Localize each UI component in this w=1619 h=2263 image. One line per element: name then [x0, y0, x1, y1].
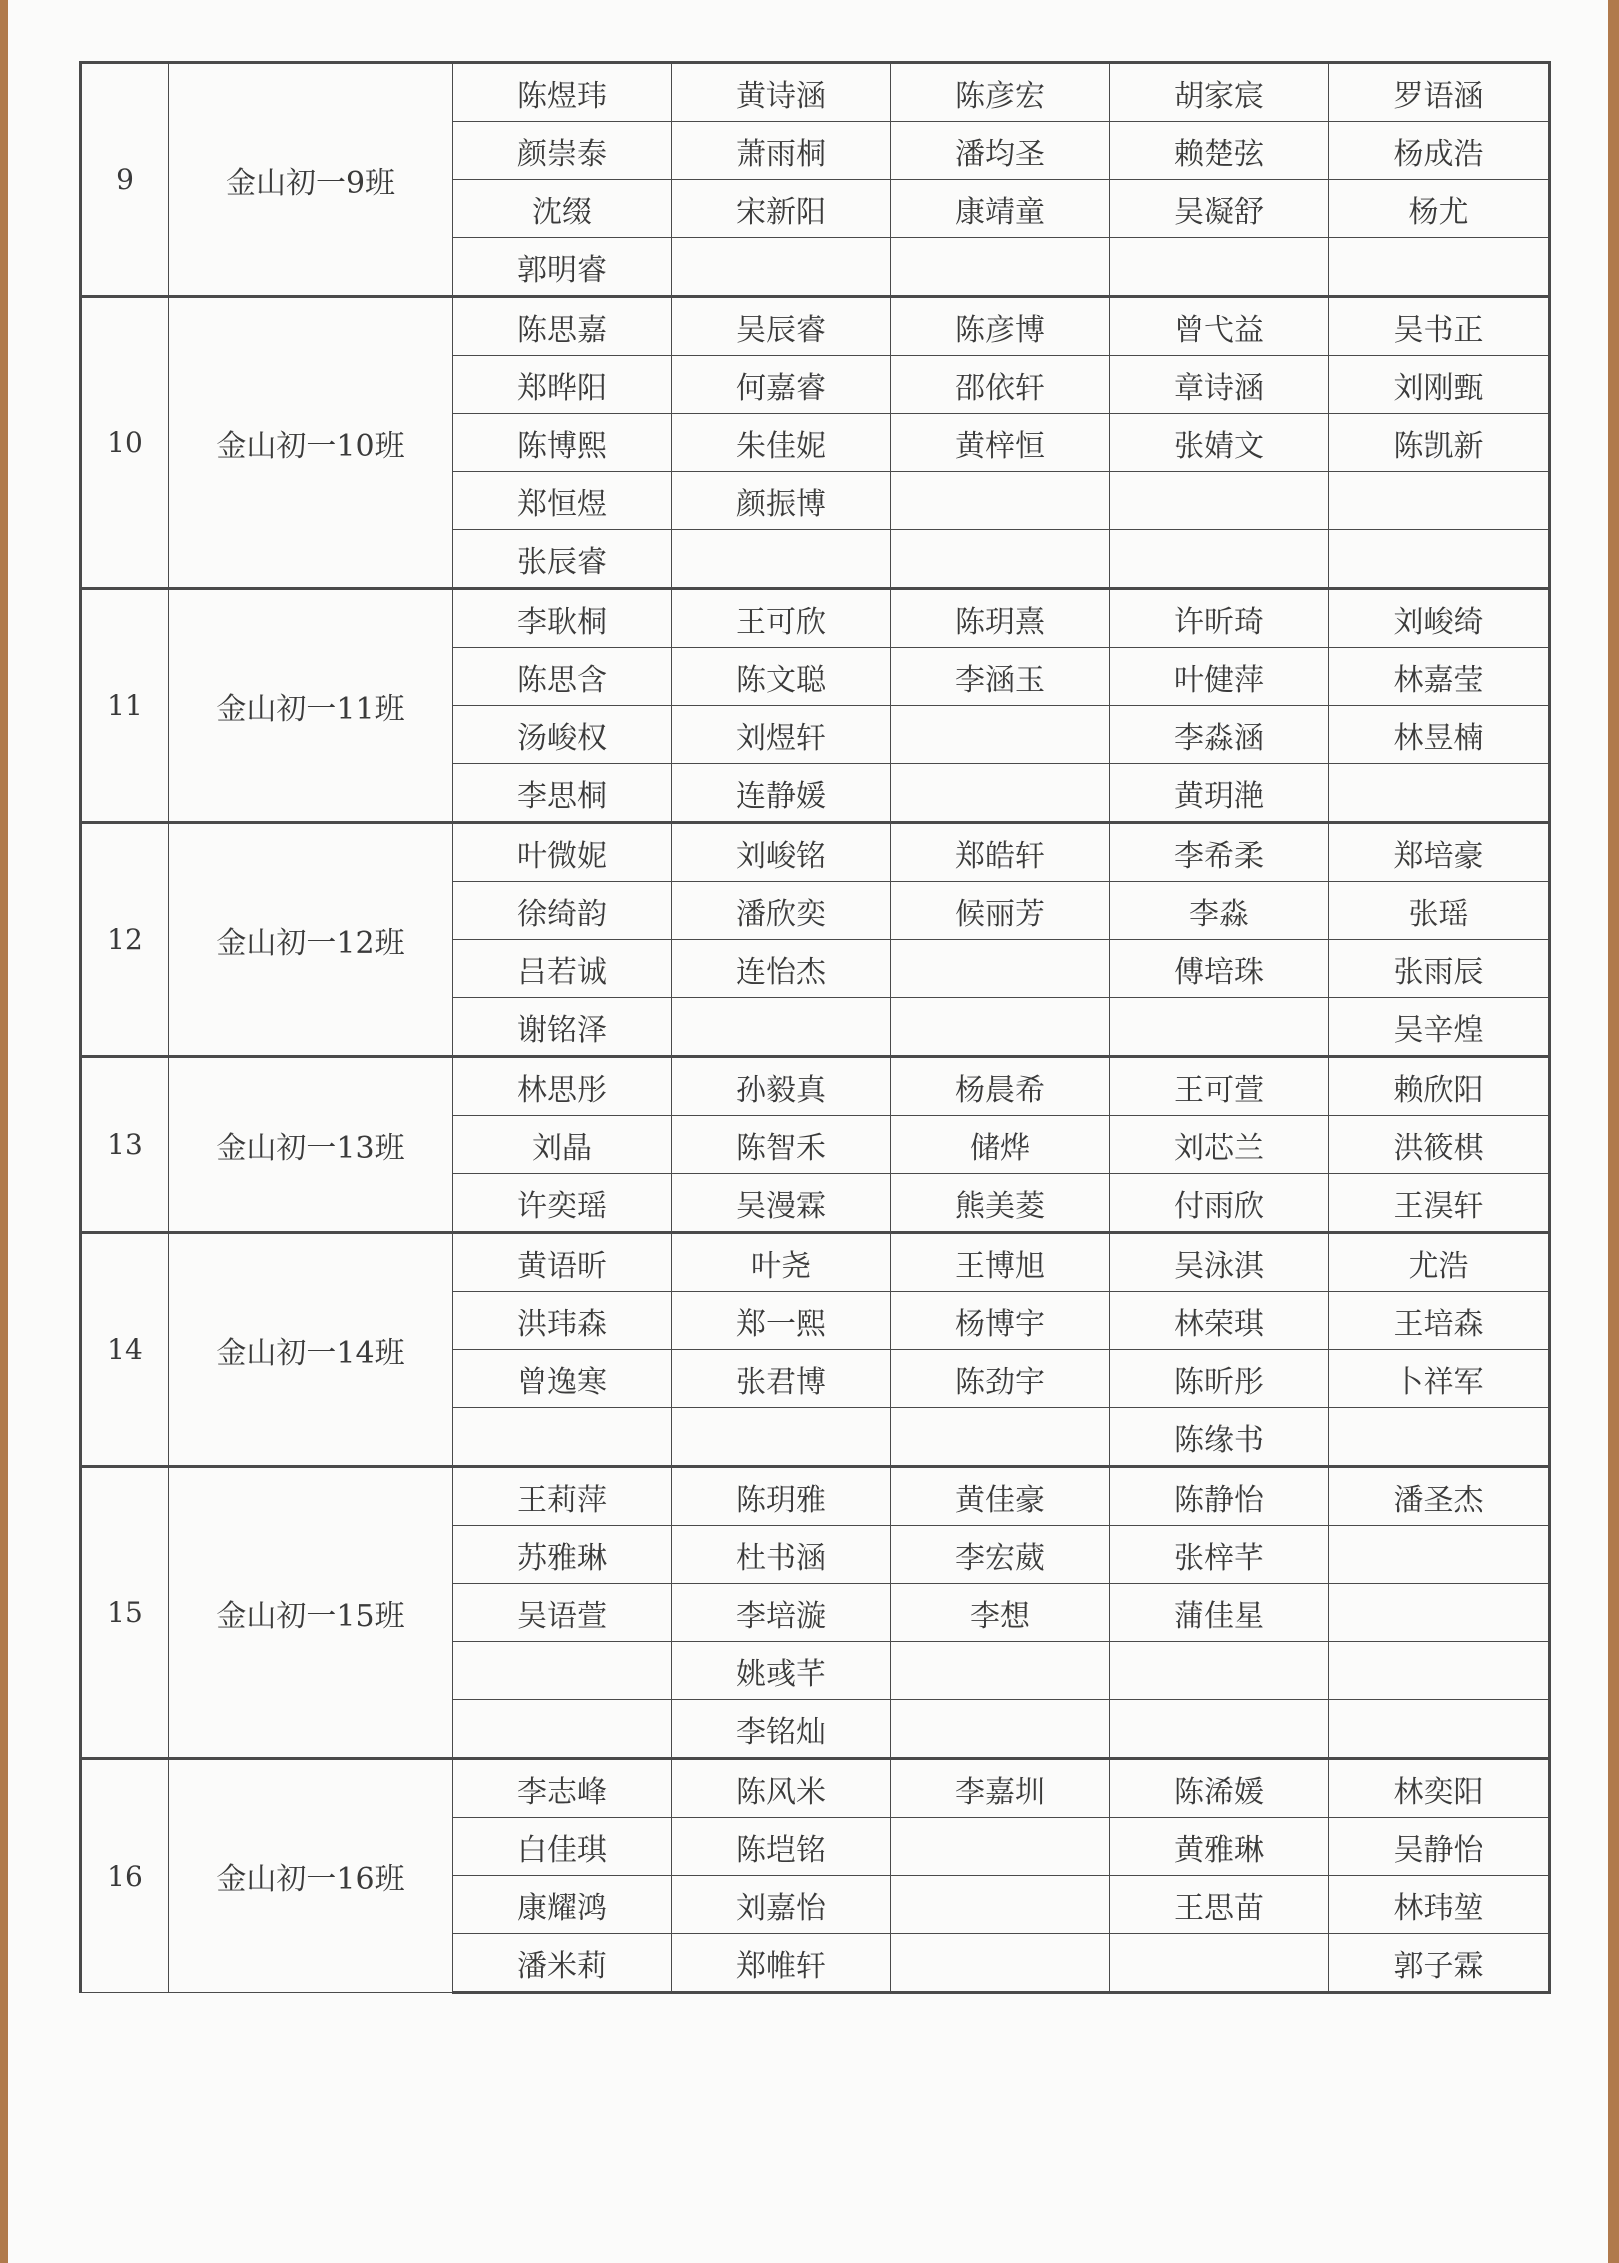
student-name-cell: 黄语昕 [453, 1233, 672, 1292]
student-name-cell: 郑帷轩 [672, 1934, 891, 1993]
student-name-cell [672, 998, 891, 1057]
student-name-cell: 陈玥雅 [672, 1467, 891, 1526]
student-name-cell: 罗语涵 [1329, 63, 1550, 122]
class-name: 金山初一13班 [169, 1057, 453, 1233]
student-name-cell: 李培漩 [672, 1584, 891, 1642]
student-name-cell [1329, 764, 1550, 823]
student-name-cell: 曾弋益 [1110, 297, 1329, 356]
student-name-cell: 李嘉圳 [891, 1759, 1110, 1818]
student-name-cell: 李希柔 [1110, 823, 1329, 882]
student-name-cell: 郑培豪 [1329, 823, 1550, 882]
student-name-cell: 郑一熙 [672, 1292, 891, 1350]
student-name-cell: 康耀鸿 [453, 1876, 672, 1934]
student-name-cell: 吴辰睿 [672, 297, 891, 356]
student-name-cell: 潘均圣 [891, 122, 1110, 180]
student-name-cell [672, 530, 891, 589]
student-name-cell [672, 238, 891, 297]
student-name-cell: 李思桐 [453, 764, 672, 823]
student-name-cell: 吴书正 [1329, 297, 1550, 356]
student-name-cell: 熊美菱 [891, 1174, 1110, 1233]
student-name-cell: 张瑶 [1329, 882, 1550, 940]
student-name-cell [1329, 1526, 1550, 1584]
student-name-cell [891, 1642, 1110, 1700]
student-name-cell: 陈文聪 [672, 648, 891, 706]
student-name-cell: 曾逸寒 [453, 1350, 672, 1408]
student-name-cell: 郭子霖 [1329, 1934, 1550, 1993]
student-name-cell: 傅培珠 [1110, 940, 1329, 998]
student-name-cell: 张君博 [672, 1350, 891, 1408]
student-name-cell [1110, 472, 1329, 530]
student-name-cell: 候丽芳 [891, 882, 1110, 940]
student-name-cell: 王可欣 [672, 589, 891, 648]
student-name-cell [453, 1642, 672, 1700]
student-name-cell: 连怡杰 [672, 940, 891, 998]
group-number: 11 [81, 589, 169, 823]
student-name-cell [672, 1408, 891, 1467]
student-name-cell: 王思苗 [1110, 1876, 1329, 1934]
student-name-cell: 陈劲宇 [891, 1350, 1110, 1408]
group-number: 14 [81, 1233, 169, 1467]
student-name-cell: 林昱楠 [1329, 706, 1550, 764]
student-name-cell [1329, 1408, 1550, 1467]
student-name-cell: 黄雅琳 [1110, 1818, 1329, 1876]
student-name-cell: 郭明睿 [453, 238, 672, 297]
student-name-cell [453, 1408, 672, 1467]
student-name-cell [1329, 1642, 1550, 1700]
student-name-cell [1110, 1700, 1329, 1759]
group-number: 16 [81, 1759, 169, 1993]
group-number: 10 [81, 297, 169, 589]
student-name-cell: 吴辛煌 [1329, 998, 1550, 1057]
student-name-cell: 杨成浩 [1329, 122, 1550, 180]
student-name-cell: 储烨 [891, 1116, 1110, 1174]
student-name-cell: 李志峰 [453, 1759, 672, 1818]
student-name-cell: 卜祥军 [1329, 1350, 1550, 1408]
student-name-cell [891, 764, 1110, 823]
student-name-cell: 叶微妮 [453, 823, 672, 882]
group-number: 13 [81, 1057, 169, 1233]
student-name-cell [1110, 1642, 1329, 1700]
student-name-cell: 刘芯兰 [1110, 1116, 1329, 1174]
student-name-cell [891, 1818, 1110, 1876]
student-name-cell: 王培森 [1329, 1292, 1550, 1350]
student-name-cell: 沈缀 [453, 180, 672, 238]
student-name-cell: 洪筱棋 [1329, 1116, 1550, 1174]
student-name-cell: 林玮堃 [1329, 1876, 1550, 1934]
table-row [81, 297, 1550, 356]
student-name-cell: 陈缘书 [1110, 1408, 1329, 1467]
student-name-cell: 刘嘉怡 [672, 1876, 891, 1934]
student-name-cell: 陈煜玮 [453, 63, 672, 122]
student-name-cell: 苏雅琳 [453, 1526, 672, 1584]
student-name-cell [1329, 1584, 1550, 1642]
student-name-cell: 胡家宸 [1110, 63, 1329, 122]
student-name-cell: 吴凝舒 [1110, 180, 1329, 238]
group-number: 12 [81, 823, 169, 1057]
student-name-cell: 张婧文 [1110, 414, 1329, 472]
group-number: 15 [81, 1467, 169, 1759]
table-row [81, 63, 1550, 122]
student-name-cell: 林思彤 [453, 1057, 672, 1116]
student-name-cell: 姚彧芊 [672, 1642, 891, 1700]
student-name-cell: 陈垲铭 [672, 1818, 891, 1876]
student-name-cell: 吴语萱 [453, 1584, 672, 1642]
student-name-cell: 黄佳豪 [891, 1467, 1110, 1526]
class-name: 金山初一14班 [169, 1233, 453, 1467]
student-name-cell: 白佳琪 [453, 1818, 672, 1876]
student-name-cell: 洪玮森 [453, 1292, 672, 1350]
student-name-cell: 吴漫霖 [672, 1174, 891, 1233]
student-name-cell: 吕若诚 [453, 940, 672, 998]
student-name-cell: 林荣琪 [1110, 1292, 1329, 1350]
student-name-cell: 章诗涵 [1110, 356, 1329, 414]
table-row [81, 589, 1550, 648]
student-name-cell: 刘峻绮 [1329, 589, 1550, 648]
roster-body [81, 63, 1550, 1993]
table-row [81, 1233, 1550, 1292]
student-name-cell: 杜书涵 [672, 1526, 891, 1584]
student-name-cell: 吴静怡 [1329, 1818, 1550, 1876]
student-name-cell: 潘米莉 [453, 1934, 672, 1993]
student-name-cell [1329, 1700, 1550, 1759]
student-name-cell: 吴泳淇 [1110, 1233, 1329, 1292]
class-name: 金山初一12班 [169, 823, 453, 1057]
student-name-cell: 汤峻权 [453, 706, 672, 764]
student-name-cell: 刘刚甄 [1329, 356, 1550, 414]
student-name-cell [891, 1700, 1110, 1759]
student-name-cell [891, 530, 1110, 589]
student-name-cell: 刘晶 [453, 1116, 672, 1174]
student-name-cell: 郑晔阳 [453, 356, 672, 414]
student-name-cell: 潘圣杰 [1329, 1467, 1550, 1526]
student-name-cell: 王博旭 [891, 1233, 1110, 1292]
student-name-cell: 赖楚弦 [1110, 122, 1329, 180]
student-name-cell: 王淏轩 [1329, 1174, 1550, 1233]
student-name-cell: 黄诗涵 [672, 63, 891, 122]
student-name-cell [453, 1700, 672, 1759]
student-name-cell: 刘峻铭 [672, 823, 891, 882]
student-name-cell: 宋新阳 [672, 180, 891, 238]
student-name-cell [1329, 238, 1550, 297]
student-name-cell: 陈昕彤 [1110, 1350, 1329, 1408]
table-row [81, 1759, 1550, 1818]
student-name-cell: 陈浠媛 [1110, 1759, 1329, 1818]
student-name-cell [1110, 998, 1329, 1057]
class-roster-table [79, 61, 1551, 1994]
student-name-cell: 杨博宇 [891, 1292, 1110, 1350]
student-name-cell [891, 472, 1110, 530]
student-name-cell [891, 998, 1110, 1057]
student-name-cell: 张辰睿 [453, 530, 672, 589]
student-name-cell: 黄梓恒 [891, 414, 1110, 472]
class-name: 金山初一16班 [169, 1759, 453, 1993]
table-row [81, 1057, 1550, 1116]
student-name-cell: 李涵玉 [891, 648, 1110, 706]
student-name-cell [1329, 530, 1550, 589]
student-name-cell [891, 706, 1110, 764]
student-name-cell: 连静媛 [672, 764, 891, 823]
student-name-cell: 陈智禾 [672, 1116, 891, 1174]
student-name-cell: 许昕琦 [1110, 589, 1329, 648]
student-name-cell: 陈彦博 [891, 297, 1110, 356]
student-name-cell: 徐绮韵 [453, 882, 672, 940]
student-name-cell: 陈彦宏 [891, 63, 1110, 122]
student-name-cell: 林嘉莹 [1329, 648, 1550, 706]
student-name-cell: 叶尧 [672, 1233, 891, 1292]
student-name-cell: 李铭灿 [672, 1700, 891, 1759]
student-name-cell: 李耿桐 [453, 589, 672, 648]
student-name-cell: 张梓芊 [1110, 1526, 1329, 1584]
student-name-cell: 刘煜轩 [672, 706, 891, 764]
student-name-cell: 王可萱 [1110, 1057, 1329, 1116]
student-name-cell: 杨尤 [1329, 180, 1550, 238]
student-name-cell [891, 940, 1110, 998]
student-name-cell: 叶健萍 [1110, 648, 1329, 706]
student-name-cell [1329, 472, 1550, 530]
student-name-cell: 潘欣奕 [672, 882, 891, 940]
student-name-cell: 林奕阳 [1329, 1759, 1550, 1818]
student-name-cell: 李淼 [1110, 882, 1329, 940]
student-name-cell: 李宏葳 [891, 1526, 1110, 1584]
student-name-cell: 康靖童 [891, 180, 1110, 238]
table-row [81, 823, 1550, 882]
student-name-cell: 陈思含 [453, 648, 672, 706]
student-name-cell: 杨晨希 [891, 1057, 1110, 1116]
student-name-cell: 陈思嘉 [453, 297, 672, 356]
student-name-cell [891, 238, 1110, 297]
student-name-cell: 孙毅真 [672, 1057, 891, 1116]
student-name-cell: 许奕瑶 [453, 1174, 672, 1233]
student-name-cell: 何嘉睿 [672, 356, 891, 414]
student-name-cell: 蒲佳星 [1110, 1584, 1329, 1642]
class-name: 金山初一11班 [169, 589, 453, 823]
class-name: 金山初一15班 [169, 1467, 453, 1759]
student-name-cell: 朱佳妮 [672, 414, 891, 472]
student-name-cell [1110, 530, 1329, 589]
student-name-cell [891, 1934, 1110, 1993]
student-name-cell: 张雨辰 [1329, 940, 1550, 998]
student-name-cell: 尤浩 [1329, 1233, 1550, 1292]
student-name-cell: 陈凯新 [1329, 414, 1550, 472]
student-name-cell: 李想 [891, 1584, 1110, 1642]
student-name-cell [1110, 1934, 1329, 1993]
student-name-cell [891, 1408, 1110, 1467]
paper-sheet [8, 0, 1608, 2263]
class-name: 金山初一9班 [169, 63, 453, 297]
student-name-cell: 付雨欣 [1110, 1174, 1329, 1233]
student-name-cell: 陈风米 [672, 1759, 891, 1818]
student-name-cell: 黄玥滟 [1110, 764, 1329, 823]
student-name-cell: 李淼涵 [1110, 706, 1329, 764]
student-name-cell: 赖欣阳 [1329, 1057, 1550, 1116]
student-name-cell [891, 1876, 1110, 1934]
student-name-cell: 谢铭泽 [453, 998, 672, 1057]
student-name-cell: 郑恒煜 [453, 472, 672, 530]
student-name-cell: 萧雨桐 [672, 122, 891, 180]
student-name-cell: 陈玥熹 [891, 589, 1110, 648]
student-name-cell: 王莉萍 [453, 1467, 672, 1526]
class-name: 金山初一10班 [169, 297, 453, 589]
student-name-cell [1110, 238, 1329, 297]
group-number: 9 [81, 63, 169, 297]
student-name-cell: 陈静怡 [1110, 1467, 1329, 1526]
student-name-cell: 郑皓轩 [891, 823, 1110, 882]
student-name-cell: 陈博熙 [453, 414, 672, 472]
student-name-cell: 颜崇泰 [453, 122, 672, 180]
table-row [81, 1467, 1550, 1526]
student-name-cell: 邵依轩 [891, 356, 1110, 414]
student-name-cell: 颜振博 [672, 472, 891, 530]
